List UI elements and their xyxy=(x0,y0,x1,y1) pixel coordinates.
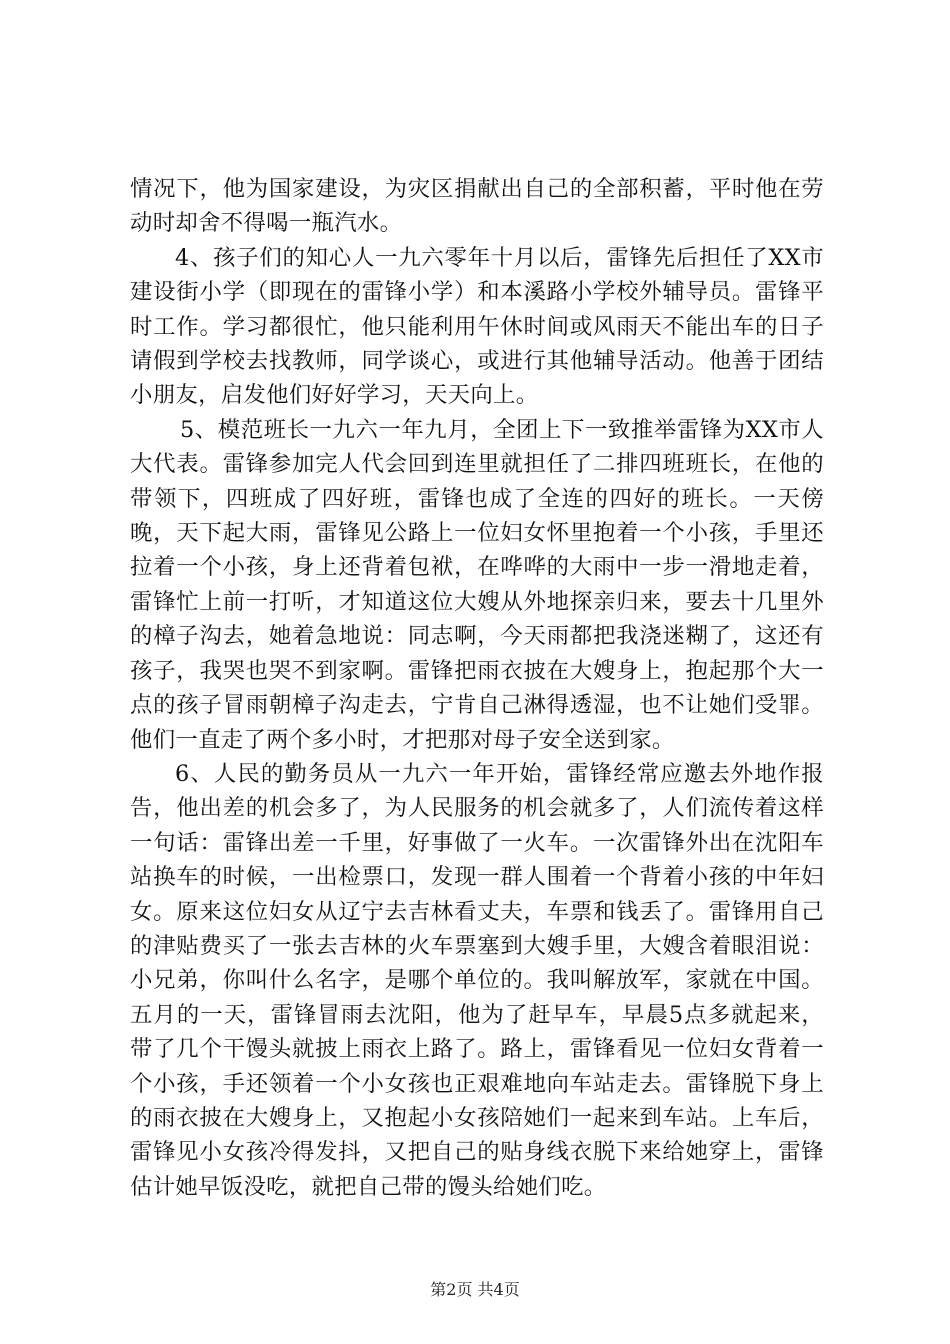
paragraph-item-6: 6、人民的勤务员从一九六一年开始，雷锋经常应邀去外地作报告，他出差的机会多了，为人民服务的机会就多了，人们流传着这样一句话：雷锋出差一千里，好事做了一火车。一次雷锋外出在沈阳车站换车的时候，一出检票口，发现一群人围着一个背着小孩的中年妇女。原来这位妇女从辽宁去吉林看丈夫，车票和钱丢了。雷锋用自己的津贴费买了一张去吉林的火车票塞到大嫂手里，大嫂含着眼泪说：小兄弟，你叫什么名字，是哪个单位的。我叫解放军，家就在中国。五月的一天，雷锋冒雨去沈阳，他为了赶早车，早晨5点多就起来，带了几个干馒头就披上雨衣上路了。路上，雷锋看见一位妇女背着一个小孩，手还领着一个小女孩也正艰难地向车站走去。雷锋脱下身上的雨衣披在大嫂身上，又抱起小女孩陪她们一起来到车站。上车后，雷锋见小女孩冷得发抖，又把自己的贴身线衣脱下来给她穿上，雷锋估计她早饭没吃，就把自己带的馒头给她们吃。 xyxy=(130,760,824,1200)
page-number-footer: 第2页 共4页 xyxy=(430,1280,520,1299)
paragraph-continuation: 情况下，他为国家建设，为灾区捐献出自己的全部积蓄，平时他在劳动时却舍不得喝一瓶汽水。 xyxy=(130,176,824,237)
paragraph-item-4: 4、孩子们的知心人一九六零年十月以后，雷锋先后担任了XX市建设街小学（即现在的雷锋小学）和本溪路小学校外辅导员。雷锋平时工作。学习都很忙，他只能利用午休时间或风雨天不能出车的日子请假到学校去找教师，同学谈心，或进行其他辅导活动。他善于团结小朋友，启发他们好好学习，天天向上。 xyxy=(130,244,824,409)
document-body xyxy=(130,172,824,1204)
paragraph-item-5: 5、模范班长一九六一年九月，全团上下一致推举雷锋为XX市人大代表。雷锋参加完人代会回到连里就担任了二排四班班长，在他的带领下，四班成了四好班，雷锋也成了全连的四好的班长。一天傍晚，天下起大雨，雷锋见公路上一位妇女怀里抱着一个小孩，手里还拉着一个小孩，身上还背着包袱，在哗哗的大雨中一步一滑地走着，雷锋忙上前一打听，才知道这位大嫂从外地探亲归来，要去十几里外的樟子沟去，她着急地说：同志啊，今天雨都把我浇迷糊了，这还有孩子，我哭也哭不到家啊。雷锋把雨衣披在大嫂身上，抱起那个大一点的孩子冒雨朝樟子沟走去，宁肯自己淋得透湿，也不让她们受罪。他们一直走了两个多小时，才把那对母子安全送到家。 xyxy=(130,416,824,753)
